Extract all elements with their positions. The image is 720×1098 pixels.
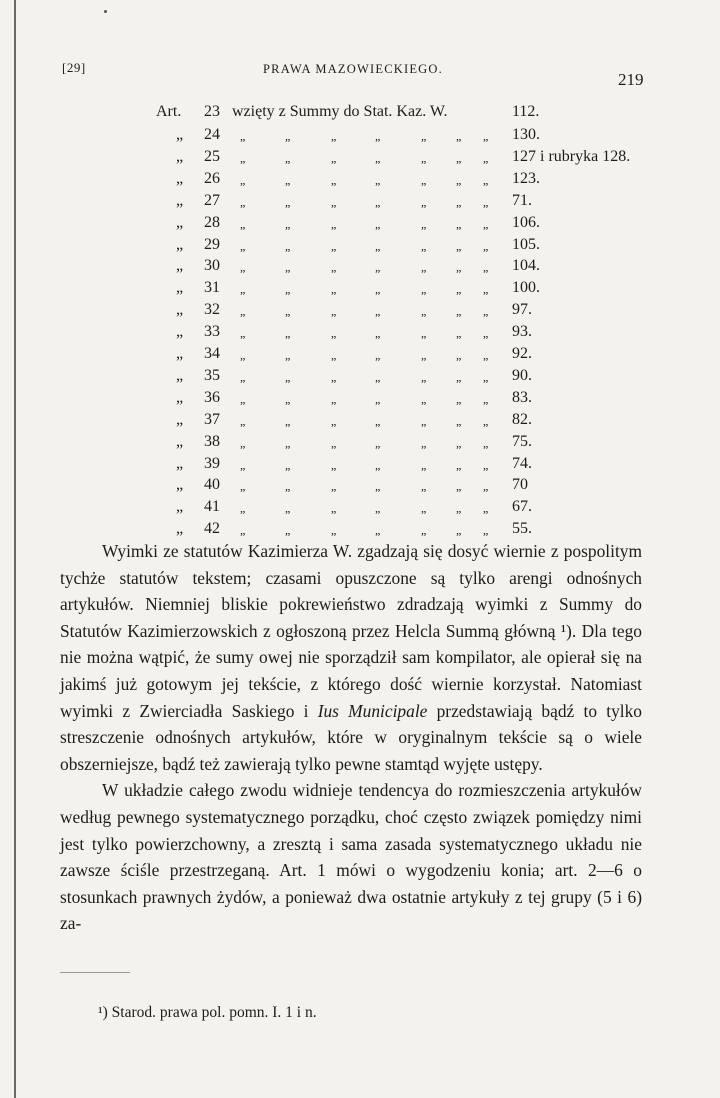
ditto-mark: „	[456, 501, 462, 516]
ditto-mark: „	[375, 304, 381, 319]
ditto-mark: „	[483, 369, 489, 384]
ditto-mark: „	[331, 348, 337, 362]
ditto-mark: „	[331, 435, 337, 450]
article-number: 24	[204, 126, 220, 143]
ditto-mark: „	[375, 348, 381, 362]
article-number: 26	[204, 169, 220, 187]
ditto-mark: „	[240, 369, 246, 384]
art-label: Art.	[156, 103, 182, 120]
article-number: 35	[204, 366, 220, 384]
ditto-mark: „	[285, 413, 291, 428]
ditto-mark: „	[421, 326, 427, 341]
ditto-mark: „	[285, 369, 291, 384]
body-text	[60, 538, 642, 937]
ditto-mark: „	[285, 150, 291, 165]
ditto-mark: „	[375, 391, 381, 406]
ditto-mark: „	[240, 435, 246, 450]
statute-reference: 70	[512, 476, 528, 494]
ditto-mark: „	[240, 172, 246, 187]
ditto-mark: „	[285, 435, 291, 450]
ditto-mark: „	[375, 369, 381, 384]
ditto-mark: „	[285, 304, 291, 319]
article-number: 33	[204, 323, 220, 341]
ditto-mark: „	[421, 457, 427, 472]
article-number: 37	[204, 410, 220, 428]
ditto-mark: „	[176, 169, 184, 187]
ditto-mark: „	[176, 323, 184, 341]
ditto-mark: „	[285, 501, 291, 516]
statute-reference: 75.	[512, 432, 532, 450]
ditto-mark: „	[331, 150, 337, 165]
statute-reference: 97.	[512, 301, 532, 319]
ditto-mark: „	[483, 282, 489, 297]
ditto-mark: „	[285, 216, 291, 231]
ditto-mark: „	[483, 413, 489, 428]
ditto-mark: „	[421, 194, 427, 209]
ditto-mark: „	[456, 523, 462, 538]
ditto-mark: „	[176, 147, 184, 165]
ditto-mark: „	[331, 326, 337, 341]
ditto-mark: „	[375, 457, 381, 472]
article-number: 27	[204, 191, 220, 209]
ditto-mark: „	[421, 172, 427, 187]
ditto-mark: „	[456, 172, 462, 187]
ditto-mark: „	[375, 150, 381, 165]
statute-reference: 82.	[512, 410, 532, 428]
ditto-mark: „	[176, 301, 184, 319]
ditto-mark: „	[375, 194, 381, 209]
ditto-mark: „	[331, 194, 337, 209]
ditto-mark: „	[483, 238, 489, 253]
ditto-mark: „	[240, 479, 246, 494]
ditto-mark: „	[375, 238, 381, 253]
ditto-mark: „	[483, 435, 489, 450]
article-number: 40	[204, 476, 220, 494]
ditto-mark: „	[456, 326, 462, 341]
statute-reference: 93.	[512, 323, 532, 341]
statute-reference: 106.	[512, 213, 540, 231]
ditto-mark: „	[331, 501, 337, 516]
ditto-mark: „	[176, 279, 184, 297]
ditto-mark: „	[176, 191, 184, 209]
ditto-mark: „	[285, 129, 291, 143]
ditto-mark: „	[176, 498, 184, 516]
ditto-mark: „	[331, 304, 337, 319]
ditto-mark: „	[421, 129, 427, 143]
ditto-mark: „	[421, 304, 427, 319]
ditto-mark: „	[456, 304, 462, 319]
ditto-mark: „	[240, 282, 246, 297]
ditto-mark: „	[456, 435, 462, 450]
paragraph-text: przedstawiają bądź to tylko streszczenie odnośnych artykułów, które w oryginalnym tekście są o wiele obszerniejsze, bądź też zawierają tylko pewne stamtąd wyjęte ustępy.	[60, 700, 642, 774]
ditto-mark: „	[285, 238, 291, 253]
ditto-mark: „	[285, 326, 291, 341]
ditto-mark: „	[176, 454, 184, 472]
ditto-mark: „	[285, 391, 291, 406]
paragraph: W układzie całego zwodu widnieje tendencya do rozmieszczenia artykułów według pewnego systematycznego porządku, choć często związek pomiędzy nimi jest tylko powierzchowny, a zresztą i sama zasada systematycznego układu nie zawsze ściśle przestrzeganą. Art. 1 mówi o wygodzeniu konia; art. 2—6 o stosunkach prawnych żydów, a ponieważ dwa ostatnie artykuły z tej grupy (5 i 6) za-	[60, 780, 642, 934]
ditto-mark: „	[456, 238, 462, 253]
ditto-mark: „	[375, 260, 381, 275]
ditto-mark: „	[176, 432, 184, 450]
statute-reference: 112.	[512, 103, 540, 120]
ditto-mark: „	[456, 216, 462, 231]
scan-speck	[104, 10, 107, 13]
ditto-mark: „	[456, 194, 462, 209]
ditto-mark: „	[176, 520, 184, 538]
ditto-mark: „	[176, 476, 184, 494]
ditto-mark: „	[240, 348, 246, 362]
ditto-mark: „	[456, 282, 462, 297]
ditto-mark: „	[331, 523, 337, 538]
statute-reference: 104.	[512, 257, 540, 275]
ditto-mark: „	[456, 457, 462, 472]
ditto-mark: „	[456, 260, 462, 275]
ditto-mark: „	[331, 391, 337, 406]
ditto-mark: „	[483, 326, 489, 341]
ditto-mark: „	[456, 479, 462, 494]
ditto-mark: „	[331, 479, 337, 494]
statute-reference: 123.	[512, 169, 540, 187]
ditto-mark: „	[240, 216, 246, 231]
ditto-mark: „	[375, 282, 381, 297]
article-number: 41	[204, 498, 220, 516]
article-number: 32	[204, 301, 220, 319]
statute-reference: 127 i rubryka 128.	[512, 147, 631, 165]
ditto-mark: „	[483, 129, 489, 143]
ditto-mark: „	[375, 413, 381, 428]
ditto-mark: „	[331, 129, 337, 143]
ditto-mark: „	[421, 369, 427, 384]
ditto-mark: „	[456, 150, 462, 165]
article-number: 23	[204, 103, 220, 120]
ditto-mark: „	[375, 129, 381, 143]
ditto-mark: „	[421, 413, 427, 428]
statute-reference: 71.	[512, 191, 532, 209]
article-number: 31	[204, 279, 220, 297]
footnote-separator	[60, 972, 130, 973]
ditto-mark: „	[331, 172, 337, 187]
ditto-mark: „	[375, 501, 381, 516]
ditto-mark: „	[285, 282, 291, 297]
ditto-mark: „	[375, 326, 381, 341]
ditto-mark: „	[240, 501, 246, 516]
article-number: 38	[204, 432, 220, 450]
article-number: 39	[204, 454, 220, 472]
statute-reference: 100.	[512, 279, 540, 297]
ditto-mark: „	[285, 194, 291, 209]
ditto-mark: „	[421, 150, 427, 165]
running-title: PRAWA MAZOWIECKIEGO.	[263, 62, 443, 76]
scan-edge-line	[14, 0, 16, 1098]
ditto-mark: „	[240, 238, 246, 253]
ditto-mark: „	[483, 479, 489, 494]
statute-reference: 83.	[512, 388, 532, 406]
ditto-mark: „	[331, 260, 337, 275]
ditto-mark: „	[483, 391, 489, 406]
ditto-mark: „	[285, 523, 291, 538]
ditto-mark: „	[421, 348, 427, 362]
ditto-mark: „	[240, 413, 246, 428]
ditto-mark: „	[331, 282, 337, 297]
ditto-mark: „	[240, 150, 246, 165]
page-number: 219	[618, 70, 644, 89]
ditto-mark: „	[240, 457, 246, 472]
ditto-mark: „	[421, 501, 427, 516]
ditto-mark: „	[483, 523, 489, 538]
ditto-mark: „	[240, 260, 246, 275]
ditto-mark: „	[176, 388, 184, 406]
ditto-mark: „	[483, 172, 489, 187]
ditto-mark: „	[375, 523, 381, 538]
ditto-mark: „	[421, 282, 427, 297]
ditto-mark: „	[240, 194, 246, 209]
statute-reference: 55.	[512, 520, 532, 538]
source-description: wzięty z Summy do Stat. Kaz. W.	[232, 103, 448, 120]
ditto-mark: „	[240, 391, 246, 406]
ditto-mark: „	[375, 479, 381, 494]
statute-reference: 92.	[512, 345, 532, 362]
statute-reference: 67.	[512, 498, 532, 516]
ditto-mark: „	[456, 391, 462, 406]
footnote: ¹) Starod. prawa pol. pomn. I. 1 i n.	[98, 1004, 317, 1021]
ditto-mark: „	[421, 479, 427, 494]
ditto-mark: „	[176, 126, 184, 143]
article-number: 36	[204, 388, 220, 406]
article-number: 30	[204, 257, 220, 275]
ditto-mark: „	[176, 345, 184, 362]
ditto-mark: „	[240, 129, 246, 143]
ditto-mark: „	[421, 216, 427, 231]
statute-reference: 130.	[512, 126, 540, 143]
statute-reference: 105.	[512, 235, 540, 253]
ditto-mark: „	[285, 172, 291, 187]
page-reference: [29]	[62, 60, 86, 75]
ditto-mark: „	[483, 348, 489, 362]
ditto-mark: „	[421, 260, 427, 275]
ditto-mark: „	[456, 348, 462, 362]
ditto-mark: „	[240, 523, 246, 538]
ditto-mark: „	[285, 348, 291, 362]
ditto-mark: „	[240, 304, 246, 319]
ditto-mark: „	[375, 435, 381, 450]
ditto-mark: „	[421, 238, 427, 253]
ditto-mark: „	[331, 413, 337, 428]
ditto-mark: „	[176, 213, 184, 231]
ditto-mark: „	[421, 391, 427, 406]
statute-reference: 90.	[512, 366, 532, 384]
ditto-mark: „	[483, 304, 489, 319]
ditto-mark: „	[483, 150, 489, 165]
ditto-mark: „	[176, 257, 184, 275]
paragraph	[60, 538, 642, 777]
ditto-mark: „	[456, 369, 462, 384]
ditto-mark: „	[483, 260, 489, 275]
ditto-mark: „	[331, 457, 337, 472]
ditto-mark: „	[483, 457, 489, 472]
ditto-mark: „	[176, 235, 184, 253]
ditto-mark: „	[176, 410, 184, 428]
article-number: 34	[204, 345, 220, 362]
ditto-mark: „	[375, 172, 381, 187]
ditto-mark: „	[456, 129, 462, 143]
ditto-mark: „	[483, 216, 489, 231]
ditto-mark: „	[176, 366, 184, 384]
article-number: 29	[204, 235, 220, 253]
ditto-mark: „	[331, 216, 337, 231]
article-number: 42	[204, 520, 220, 538]
ditto-mark: „	[375, 216, 381, 231]
ditto-mark: „	[483, 194, 489, 209]
ditto-mark: „	[240, 326, 246, 341]
ditto-mark: „	[456, 413, 462, 428]
italic-title: Ius Municipale	[317, 700, 428, 721]
ditto-mark: „	[421, 523, 427, 538]
paragraph-text: Wyimki ze statutów Kazimierza W. zgadzają się dosyć wiernie z pospolitym tychże statutów tekstem; czasami opuszczone są tylko arengi odnośnych artykułów. Niemniej bliskie pokrewieństwo zdradzają wyimki z Summy do Statutów Kazimierzowskich z ogłoszoną przez Helcla Summą główną ¹). Dla tego nie można wątpić, że sumy owej nie sporządził sam kompilator, ale opierał się na jakimś już gotowym jej tekście, z którego dość wiernie korzystał. Natomiast wyimki z Zwierciadła Saskiego i	[60, 541, 642, 721]
article-number: 25	[204, 147, 220, 165]
article-number: 28	[204, 213, 220, 231]
ditto-mark: „	[331, 238, 337, 253]
statute-reference: 74.	[512, 454, 532, 472]
ditto-mark: „	[285, 479, 291, 494]
ditto-mark: „	[331, 369, 337, 384]
ditto-mark: „	[285, 457, 291, 472]
ditto-mark: „	[285, 260, 291, 275]
ditto-mark: „	[421, 435, 427, 450]
ditto-mark: „	[483, 501, 489, 516]
